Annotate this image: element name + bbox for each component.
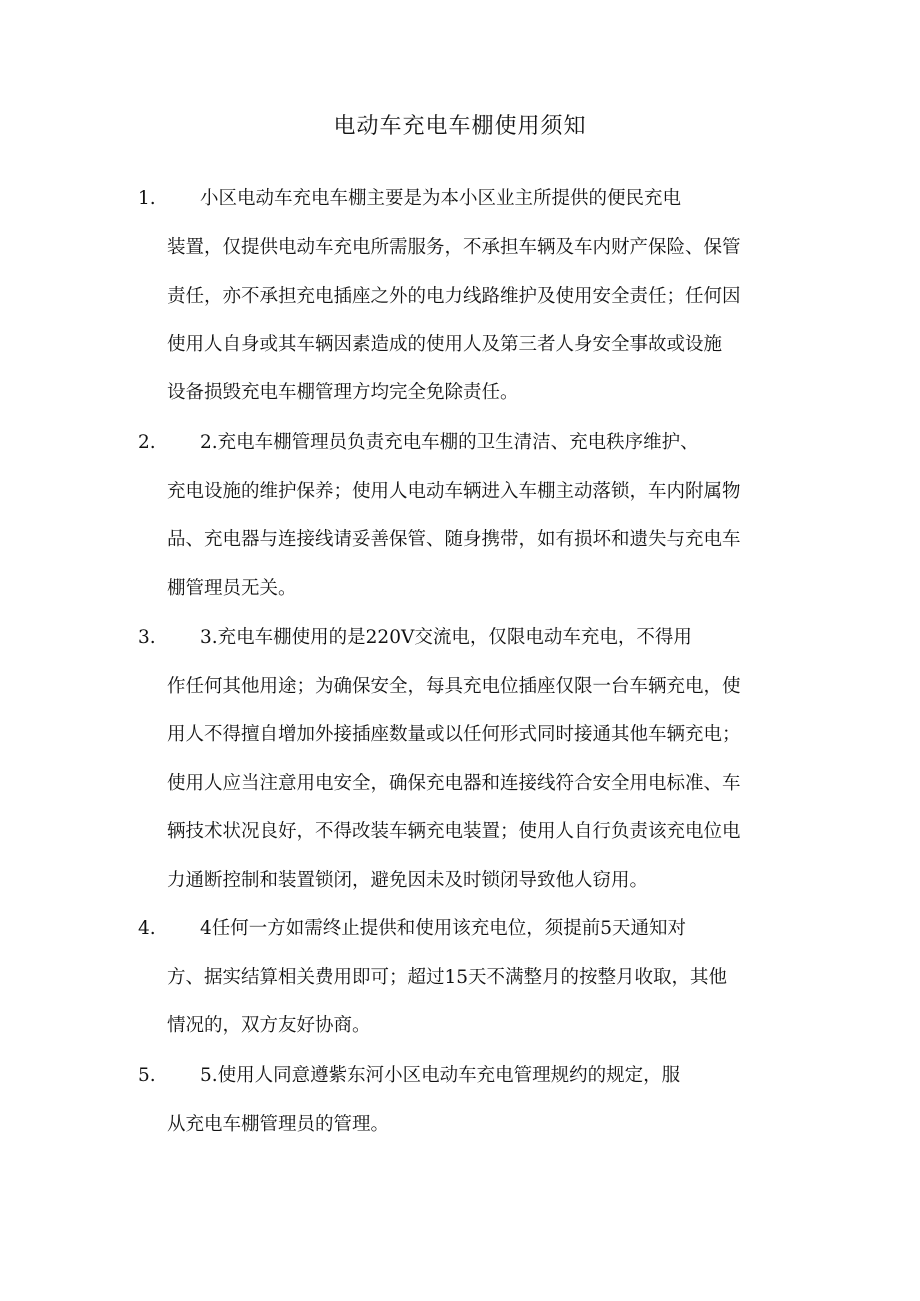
item-line: 小区电动车充电车棚主要是为本小区业主所提供的便民充电 — [200, 188, 682, 209]
item-line: 2.充电车棚管理员负责充电车棚的卫生清洁、充电秩序维护、 — [200, 432, 699, 453]
item-number: 3. — [138, 627, 156, 648]
item-line: 3.充电车棚使用的是220V交流电，仅限电动车充电，不得用 — [200, 627, 692, 648]
document-title: 电动车充电车棚使用须知 — [333, 114, 587, 139]
item-line: 方、据实结算相关费用即可；超过15天不满整月的按整月收取，其他 — [167, 967, 728, 988]
item-number: 1. — [138, 188, 156, 209]
item-line: 4任何一方如需终止提供和使用该充电位，须提前5天通知对 — [200, 918, 687, 939]
item-line: 力通断控制和装置锁闭，避免因未及时锁闭导致他人窃用。 — [167, 870, 649, 891]
item-number: 5. — [138, 1065, 156, 1086]
item-number: 4. — [138, 918, 156, 939]
item-line: 从充电车棚管理员的管理。 — [167, 1114, 390, 1135]
item-line: 装置，仅提供电动车充电所需服务，不承担车辆及车内财产保险、保管 — [167, 237, 741, 258]
item-line: 充电设施的维护保养；使用人电动车辆进入车棚主动落锁，车内附属物 — [167, 481, 741, 502]
item-line: 设备损毁充电车棚管理方均完全免除责任。 — [167, 382, 519, 403]
item-line: 品、充电器与连接线请妥善保管、随身携带，如有损坏和遗失与充电车 — [167, 529, 741, 550]
item-line: 用人不得擅自增加外接插座数量或以任何形式同时接通其他车辆充电； — [167, 724, 741, 745]
item-line: 使用人自身或其车辆因素造成的使用人及第三者人身安全事故或设施 — [167, 334, 723, 355]
item-line: 辆技术状况良好，不得改装车辆充电装置；使用人自行负责该充电位电 — [167, 821, 741, 842]
item-line: 作任何其他用途；为确保安全，每具充电位插座仅限一台车辆充电，使 — [167, 676, 741, 697]
item-line: 5.使用人同意遵紫东河小区电动车充电管理规约的规定，服 — [200, 1065, 681, 1086]
item-line: 责任，亦不承担充电插座之外的电力线路维护及使用安全责任；任何因 — [167, 286, 741, 307]
item-line: 情况的，双方友好协商。 — [167, 1015, 371, 1036]
item-number: 2. — [138, 432, 156, 453]
item-line: 棚管理员无关。 — [167, 578, 297, 599]
item-line: 使用人应当注意用电安全，确保充电器和连接线符合安全用电标准、车 — [167, 773, 741, 794]
